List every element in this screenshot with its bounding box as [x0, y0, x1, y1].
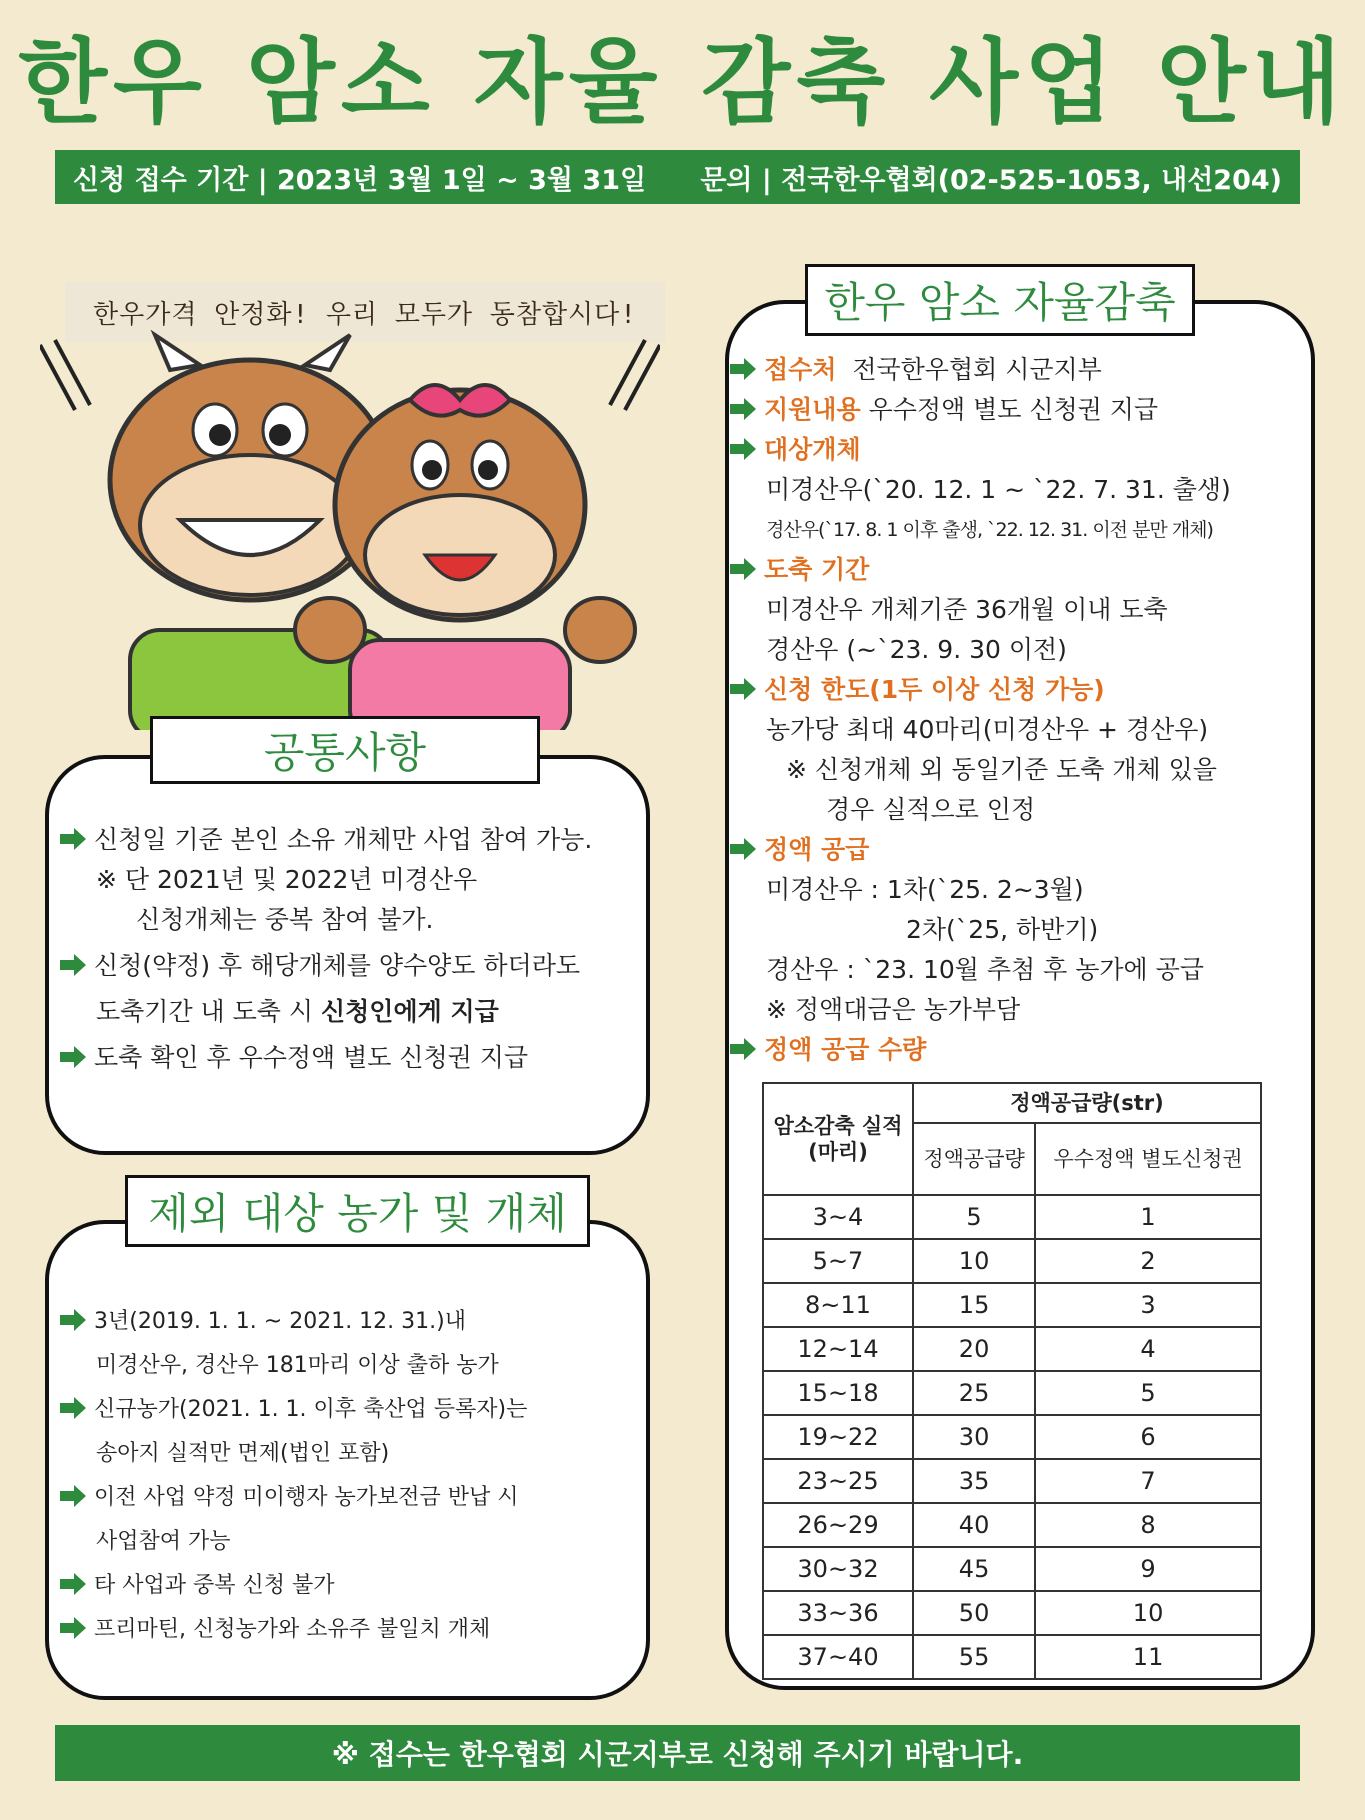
list-item-continuation: 송아지 실적만 면제(법인 포함): [96, 1441, 390, 1466]
limit-line: 경우 실적으로 인정: [826, 795, 1036, 824]
supply-line: 경산우 : `23. 10월 추첨 후 농가에 공급: [766, 955, 1204, 984]
limit-heading: 신청 한도(1두 이상 신청 가능): [730, 670, 1300, 710]
table-cell-premium: 6: [1035, 1415, 1261, 1459]
arrow-right-icon: [60, 1309, 86, 1331]
table-cell-supply: 45: [913, 1547, 1035, 1591]
page-title: 한우 암소 자율 감축 사업 안내: [18, 29, 1347, 136]
table-body: [763, 1195, 1261, 1679]
common-list: [60, 820, 640, 1078]
main-content: [730, 350, 1300, 1070]
highlight-text: 신청인에게 지급: [321, 997, 499, 1026]
list-item: 3년(2019. 1. 1. ~ 2021. 12. 31.)내: [60, 1300, 640, 1344]
arrow-right-icon: [60, 1485, 86, 1507]
table-cell-supply: 15: [913, 1283, 1035, 1327]
target-line: 경산우(`17. 8. 1 이후 출생, `22. 12. 31. 이전 분만 개체): [766, 519, 1213, 541]
table-cell-premium: 10: [1035, 1591, 1261, 1635]
table-cell-performance: 8~11: [763, 1283, 913, 1327]
supply-line: 미경산우 : 1차(`25. 2~3월): [766, 875, 1084, 904]
slaughter-heading: 도축 기간: [730, 550, 1300, 590]
table-cell-premium: 3: [1035, 1283, 1261, 1327]
table-row: [763, 1547, 1261, 1591]
table-cell-performance: 33~36: [763, 1591, 913, 1635]
list-item-continuation: 사업참여 가능: [96, 1529, 231, 1554]
table-cell-supply: 55: [913, 1635, 1035, 1679]
excluded-list: [60, 1300, 640, 1652]
list-item: 신규농가(2021. 1. 1. 이후 축산업 등록자)는: [60, 1388, 640, 1432]
table-cell-performance: 26~29: [763, 1503, 913, 1547]
target-line: 미경산우(`20. 12. 1 ~ `22. 7. 31. 출생): [766, 475, 1231, 504]
table-row: [763, 1371, 1261, 1415]
table-row: [763, 1459, 1261, 1503]
table-row: [763, 1503, 1261, 1547]
table-cell-premium: 1: [1035, 1195, 1261, 1239]
list-note: 신청개체는 중복 참여 불가.: [136, 905, 434, 934]
arrow-right-icon: [730, 1038, 756, 1060]
table-cell-supply: 5: [913, 1195, 1035, 1239]
table-cell-supply: 10: [913, 1239, 1035, 1283]
common-panel-title: 공통사항: [150, 716, 540, 784]
list-item-continuation: 도축기간 내 도축 시 신청인에게 지급: [96, 997, 499, 1026]
list-item: 도축 확인 후 우수정액 별도 신청권 지급: [60, 1038, 640, 1078]
list-item: 신청(약정) 후 해당개체를 양수양도 하더라도: [60, 946, 640, 986]
table-cell-supply: 50: [913, 1591, 1035, 1635]
arrow-right-icon: [730, 838, 756, 860]
table-row: [763, 1635, 1261, 1679]
table-row: [763, 1591, 1261, 1635]
table-cell-performance: 3~4: [763, 1195, 913, 1239]
arrow-right-icon: [730, 678, 756, 700]
table-cell-premium: 8: [1035, 1503, 1261, 1547]
limit-line: 농가당 최대 40마리(미경산우 + 경산우): [766, 715, 1209, 744]
support-row: 지원내용 우수정액 별도 신청권 지급: [730, 390, 1300, 430]
table-cell-supply: 30: [913, 1415, 1035, 1459]
footer-notice: ※ 접수는 한우협회 시군지부로 신청해 주시기 바랍니다.: [55, 1725, 1300, 1781]
main-panel-title: 한우 암소 자율감축: [805, 264, 1195, 336]
arrow-right-icon: [730, 438, 756, 460]
table-row: [763, 1283, 1261, 1327]
reception-row: 접수처 전국한우협회 시군지부: [730, 350, 1300, 390]
table-header-row: [763, 1083, 1261, 1123]
supply-heading: 정액 공급: [730, 830, 1300, 870]
contact-info: 문의 | 전국한우협회(02-525-1053, 내선204): [700, 164, 1282, 196]
slogan-banner: 한우가격 안정화! 우리 모두가 동참합시다!: [65, 282, 665, 342]
arrow-right-icon: [60, 1397, 86, 1419]
arrow-right-icon: [60, 1573, 86, 1595]
list-item: 프리마틴, 신청농가와 소유주 불일치 개체: [60, 1608, 640, 1652]
arrow-right-icon: [730, 358, 756, 380]
table-cell-supply: 35: [913, 1459, 1035, 1503]
excluded-panel-title: 제외 대상 농가 및 개체: [125, 1175, 590, 1247]
table-cell-supply: 40: [913, 1503, 1035, 1547]
list-item: 이전 사업 약정 미이행자 농가보전금 반납 시: [60, 1476, 640, 1520]
table-cell-supply: 20: [913, 1327, 1035, 1371]
arrow-right-icon: [60, 1046, 86, 1068]
table-cell-premium: 4: [1035, 1327, 1261, 1371]
supply-line: 2차(`25, 하반기): [906, 915, 1099, 944]
table-cell-performance: 37~40: [763, 1635, 913, 1679]
limit-line: ※ 신청개체 외 동일기준 도축 개체 있을: [786, 755, 1217, 784]
list-item: 타 사업과 중복 신청 불가: [60, 1564, 640, 1608]
table-cell-premium: 7: [1035, 1459, 1261, 1503]
list-item-continuation: 미경산우, 경산우 181마리 이상 출하 농가: [96, 1353, 499, 1378]
table-row: [763, 1327, 1261, 1371]
table-cell-premium: 2: [1035, 1239, 1261, 1283]
cow-mascot-illustration: [40, 330, 660, 730]
arrow-right-icon: [60, 954, 86, 976]
supply-table: [762, 1082, 1262, 1680]
slaughter-line: 경산우 (~`23. 9. 30 이전): [766, 635, 1067, 664]
arrow-right-icon: [730, 398, 756, 420]
table-header-premium: 우수정액 별도신청권: [1035, 1123, 1261, 1195]
quantity-heading: 정액 공급 수량: [730, 1030, 1300, 1070]
table-cell-premium: 11: [1035, 1635, 1261, 1679]
table-cell-performance: 19~22: [763, 1415, 913, 1459]
arrow-right-icon: [60, 1617, 86, 1639]
table-cell-supply: 25: [913, 1371, 1035, 1415]
table-cell-performance: 5~7: [763, 1239, 913, 1283]
info-bar: [55, 150, 1300, 204]
application-period: 신청 접수 기간 | 2023년 3월 1일 ~ 3월 31일: [73, 164, 647, 196]
slaughter-line: 미경산우 개체기준 36개월 이내 도축: [766, 595, 1168, 624]
table-cell-performance: 30~32: [763, 1547, 913, 1591]
target-heading: 대상개체: [730, 430, 1300, 470]
table-cell-performance: 12~14: [763, 1327, 913, 1371]
table-row: [763, 1195, 1261, 1239]
arrow-right-icon: [60, 828, 86, 850]
table-header-group: 정액공급량(str): [913, 1083, 1261, 1123]
table-cell-performance: 15~18: [763, 1371, 913, 1415]
supply-line: ※ 정액대금은 농가부담: [766, 995, 1021, 1024]
list-note: ※ 단 2021년 및 2022년 미경산우: [96, 865, 478, 894]
table-cell-premium: 5: [1035, 1371, 1261, 1415]
table-header-performance: 암소감축 실적 (마리): [763, 1083, 913, 1195]
list-item: 신청일 기준 본인 소유 개체만 사업 참여 가능.: [60, 820, 640, 860]
table-cell-performance: 23~25: [763, 1459, 913, 1503]
arrow-right-icon: [730, 558, 756, 580]
table-header-supply: 정액공급량: [913, 1123, 1035, 1195]
table-row: [763, 1415, 1261, 1459]
table-row: [763, 1239, 1261, 1283]
table-cell-premium: 9: [1035, 1547, 1261, 1591]
